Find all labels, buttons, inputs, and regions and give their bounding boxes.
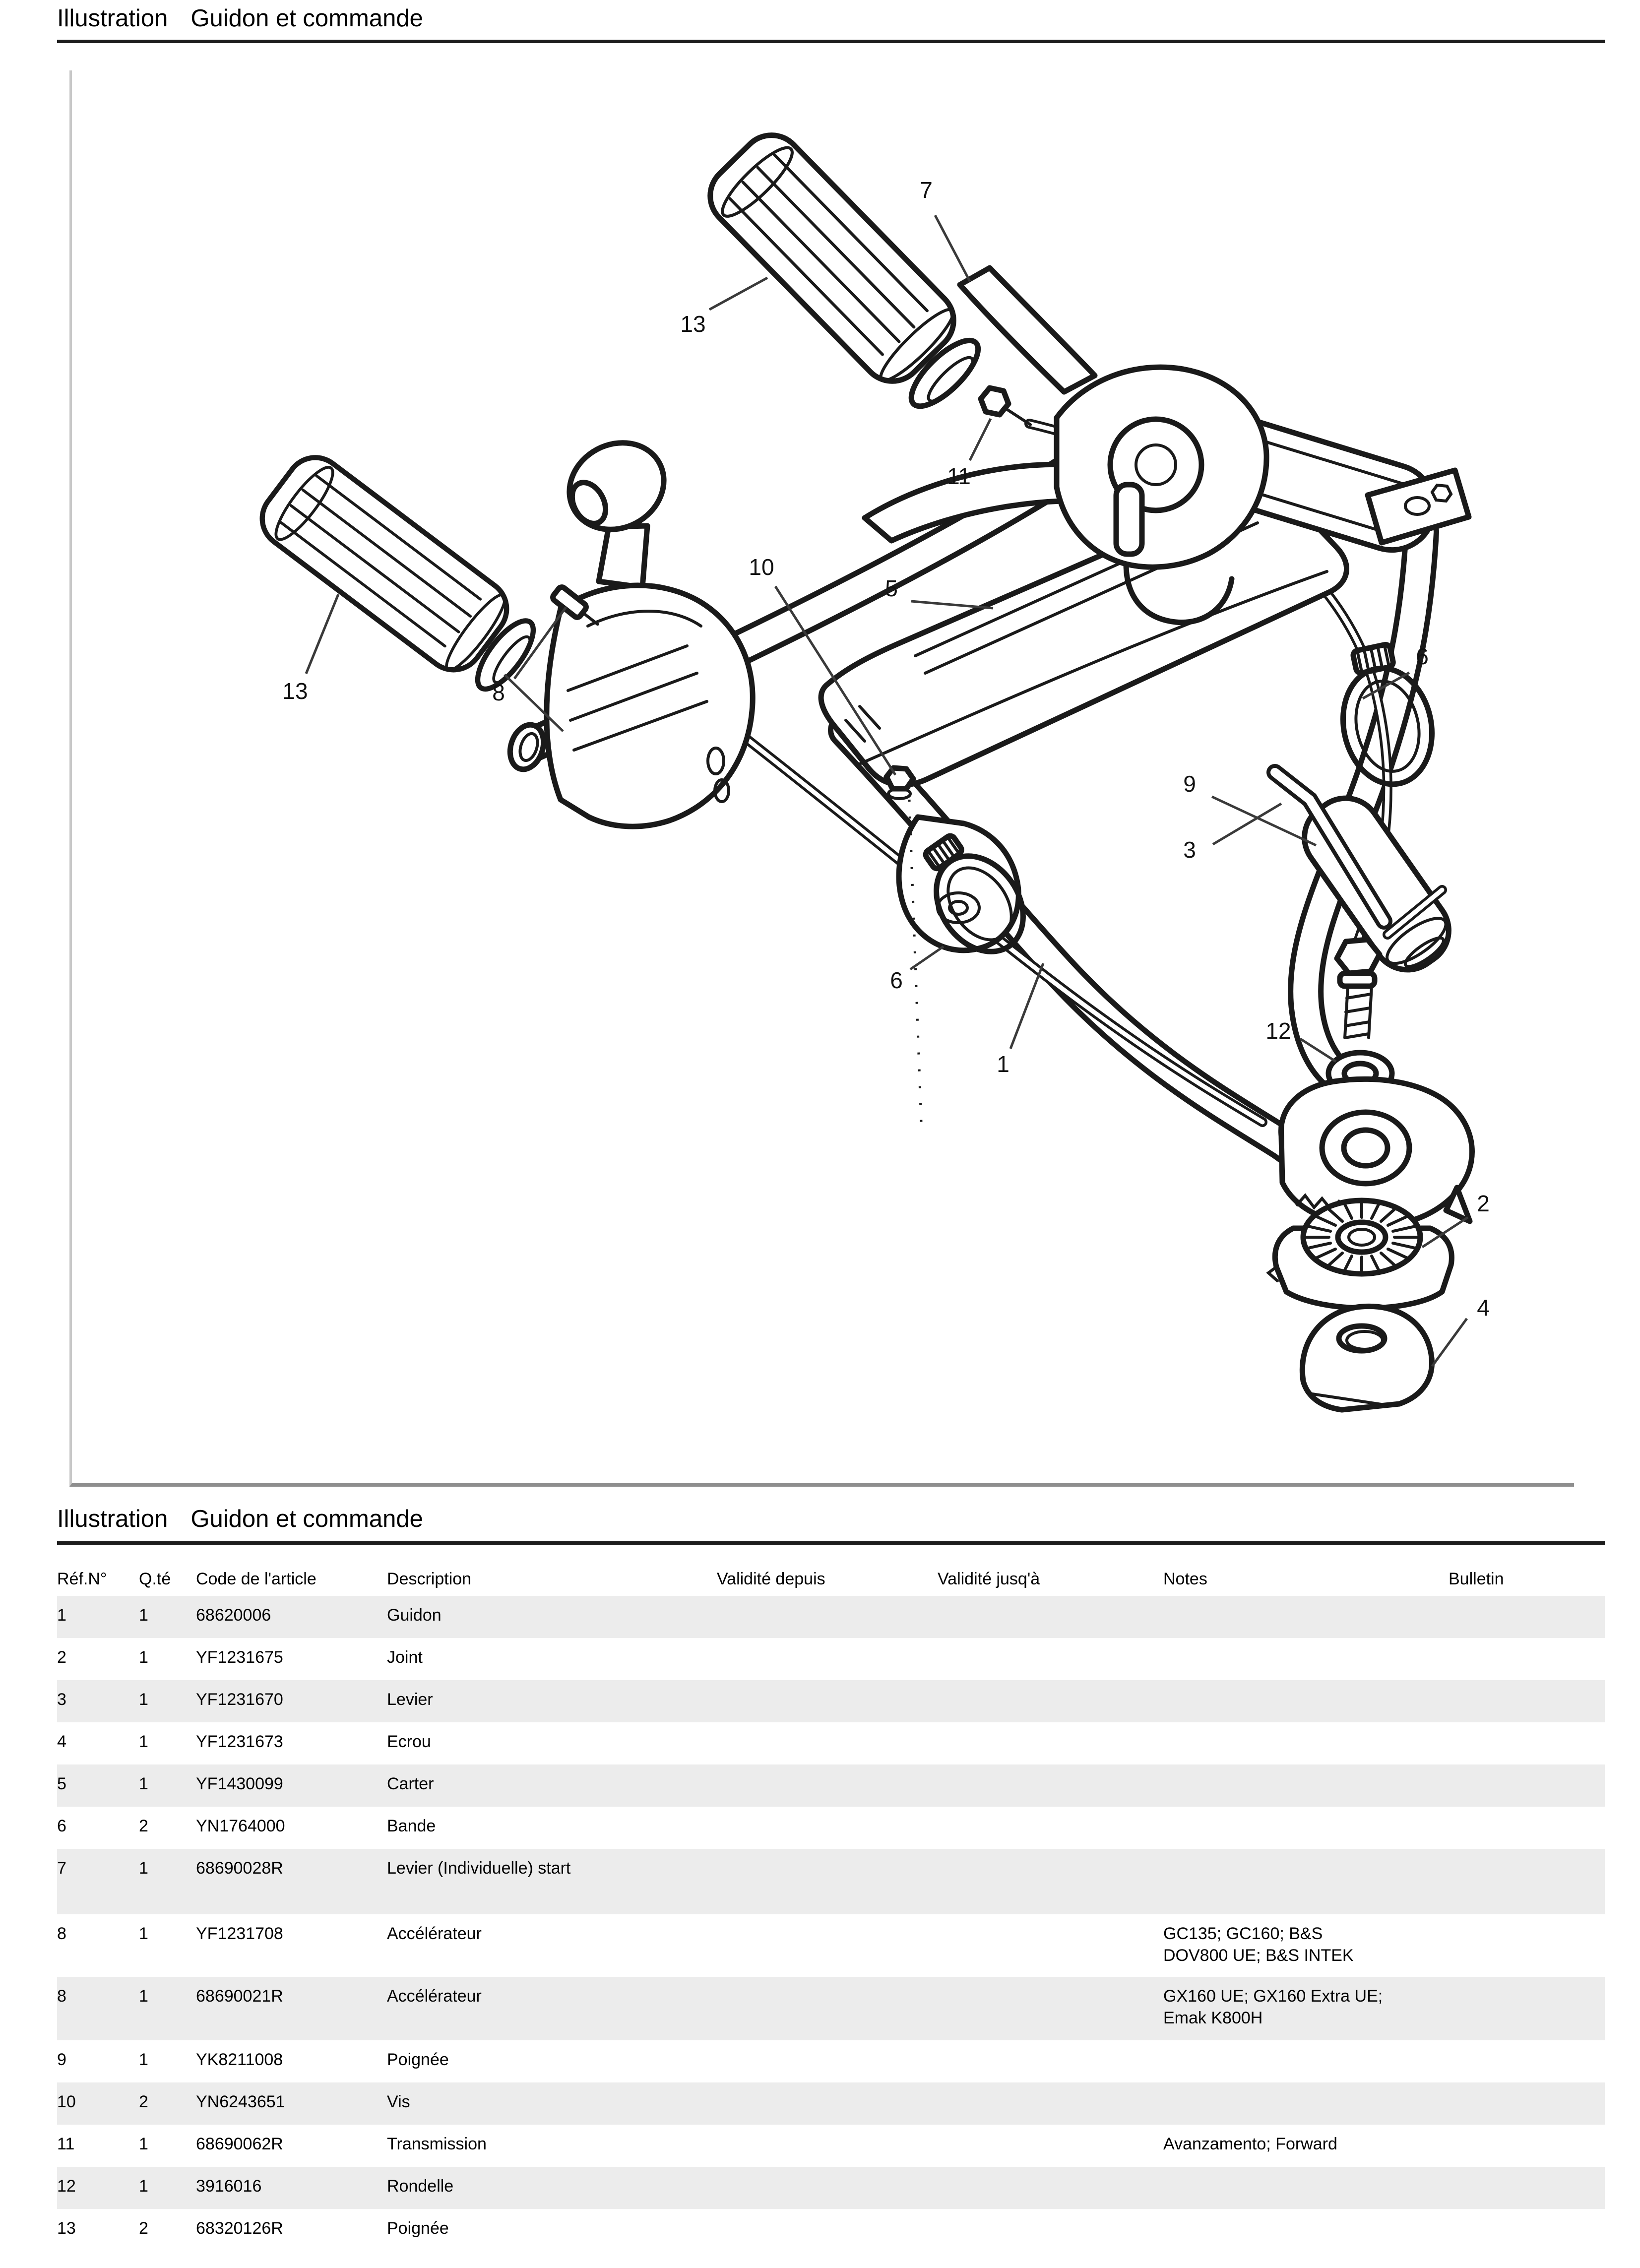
part-callout: 7 (920, 177, 933, 203)
cell-validity-from (717, 1680, 938, 1722)
cell-code: YN6243651 (196, 2092, 285, 2111)
cell-desc: Bande (387, 1817, 436, 1835)
cell-qty: 2 (139, 2219, 148, 2238)
part-callout: 11 (947, 463, 971, 490)
cell-desc: Vis (387, 2092, 410, 2111)
cell-notes (1163, 1807, 1449, 1849)
parts-table-body (57, 1596, 1605, 2251)
callout-leader (935, 215, 970, 281)
cell-bulletin (1449, 1680, 1605, 1722)
callout-leader (911, 601, 993, 608)
part-callout: 3 (1183, 837, 1196, 863)
cell-qty: 1 (139, 1924, 148, 1943)
cell-qty: 1 (139, 1774, 148, 1793)
illustration-panel (69, 70, 1574, 1487)
table-row (57, 2125, 1605, 2167)
part-callout: 2 (1477, 1191, 1490, 1217)
cell-notes (1163, 1849, 1449, 1914)
cell-validity-to (938, 1680, 1163, 1722)
cell-desc: Levier (387, 1690, 433, 1709)
callout-leader (306, 594, 338, 674)
part-callout: 8 (492, 680, 505, 706)
table-title-rule (57, 1541, 1605, 1545)
cell-bulletin (1449, 1977, 1605, 2040)
cell-code: YF1231673 (196, 1732, 283, 1751)
cell-code: 68690062R (196, 2135, 283, 2153)
part-callout: 13 (680, 311, 706, 337)
col-bulletin: Bulletin (1449, 1570, 1504, 1588)
cell-desc: Ecrou (387, 1732, 431, 1751)
cell-qty: 1 (139, 1732, 148, 1751)
cell-ref: 4 (57, 1732, 66, 1751)
cell-ref: 8 (57, 1924, 66, 1943)
cell-validity-to (938, 1638, 1163, 1680)
callout-leader (1212, 797, 1316, 845)
col-code: Code de l'article (196, 1570, 316, 1588)
part-callout: 6 (890, 967, 903, 994)
cell-validity-from (717, 2040, 938, 2082)
cell-desc: Levier (Individuelle) start (387, 1859, 571, 1878)
cell-code: YN1764000 (196, 1817, 285, 1835)
cell-notes (1163, 1680, 1449, 1722)
cell-qty: 1 (139, 2050, 148, 2069)
part-callout: 6 (1416, 643, 1429, 670)
cell-validity-to (938, 2167, 1163, 2209)
cell-bulletin (1449, 1596, 1605, 1638)
cell-validity-from (717, 2209, 938, 2251)
cell-desc: Poignée (387, 2050, 449, 2069)
part-callout: 13 (282, 678, 308, 704)
cell-bulletin (1449, 2125, 1605, 2167)
cell-qty: 2 (139, 2092, 148, 2111)
cell-validity-from (717, 1764, 938, 1807)
part-callout: 10 (749, 554, 774, 580)
cell-bulletin (1449, 1638, 1605, 1680)
cell-bulletin (1449, 2082, 1605, 2125)
cell-notes (1163, 2167, 1449, 2209)
cell-validity-to (938, 1596, 1163, 1638)
cell-notes (1163, 1638, 1449, 1680)
nut-cap-4 (1302, 1306, 1432, 1410)
page-title-label: Illustration (57, 5, 168, 32)
part-callout: 12 (1265, 1018, 1291, 1044)
table-row (57, 1849, 1605, 1914)
table-title-label: Illustration (57, 1506, 168, 1532)
cell-desc: Transmission (387, 2135, 487, 2153)
cell-validity-to (938, 2082, 1163, 2125)
table-row (57, 2082, 1605, 2125)
cell-bulletin (1449, 1807, 1605, 1849)
cell-code: YF1231708 (196, 1924, 283, 1943)
cell-validity-to (938, 2040, 1163, 2082)
callout-leader (709, 278, 767, 310)
cell-desc: Poignée (387, 2219, 449, 2238)
cell-bulletin (1449, 1914, 1605, 1977)
cell-validity-from (717, 1638, 938, 1680)
cell-ref: 13 (57, 2219, 76, 2238)
part-callout: 1 (997, 1051, 1009, 1077)
cell-code: YF1231675 (196, 1648, 283, 1667)
cell-ref: 11 (57, 2135, 75, 2153)
part-callout: 4 (1477, 1295, 1490, 1321)
table-row (57, 2209, 1605, 2251)
cell-notes (1163, 1722, 1449, 1764)
cell-ref: 6 (57, 1817, 66, 1835)
cell-validity-from (717, 1807, 938, 1849)
parts-table (57, 1570, 1605, 2251)
cell-ref: 8 (57, 1987, 66, 2006)
grip-13-left (251, 446, 548, 704)
part-callout: 5 (885, 575, 898, 602)
cell-validity-from (717, 2167, 938, 2209)
cell-bulletin (1449, 2167, 1605, 2209)
cell-ref: 12 (57, 2177, 76, 2196)
cell-qty: 1 (139, 1987, 148, 2006)
part-callout: 9 (1183, 771, 1196, 797)
cell-validity-to (938, 1849, 1163, 1914)
page-title (57, 4, 1605, 33)
cell-notes (1163, 1596, 1449, 1638)
cell-validity-from (717, 1914, 938, 1977)
exploded-diagram (72, 70, 1574, 1483)
cell-qty: 1 (139, 1859, 148, 1878)
table-row (57, 1722, 1605, 1764)
callout-leader (970, 419, 991, 460)
col-qty: Q.té (139, 1570, 171, 1588)
cell-bulletin (1449, 2040, 1605, 2082)
table-row (57, 1764, 1605, 1807)
cell-validity-from (717, 1977, 938, 2040)
table-row (57, 1596, 1605, 1638)
table-row (57, 1680, 1605, 1722)
cell-code: YF1430099 (196, 1774, 283, 1793)
cell-validity-from (717, 1849, 938, 1914)
throttle-lever-8 (547, 427, 753, 826)
table-row (57, 1807, 1605, 1849)
cell-code: 68620006 (196, 1606, 271, 1625)
table-row (57, 1638, 1605, 1680)
cell-desc: Joint (387, 1648, 423, 1667)
cell-validity-to (938, 1764, 1163, 1807)
title-rule (57, 40, 1605, 43)
col-ref: Réf.N° (57, 1570, 107, 1588)
cell-validity-to (938, 2125, 1163, 2167)
cell-ref: 5 (57, 1774, 66, 1793)
callout-leader (1432, 1319, 1467, 1366)
table-header-row (57, 1570, 1605, 1596)
catalog-page (0, 4, 1640, 2251)
cell-validity-from (717, 2125, 938, 2167)
callout-leader (1010, 963, 1043, 1049)
grip-13-top (697, 123, 994, 422)
cell-qty: 1 (139, 1690, 148, 1709)
cell-bulletin (1449, 2209, 1605, 2251)
cell-notes (1163, 2040, 1449, 2082)
table-title-subject: Guidon et commande (190, 1506, 423, 1532)
table-row (57, 1977, 1605, 2040)
col-valid-from: Validité depuis (717, 1570, 825, 1588)
cell-notes (1163, 2209, 1449, 2251)
cell-code: 3916016 (196, 2177, 262, 2196)
cell-validity-from (717, 1722, 938, 1764)
cell-desc: Guidon (387, 1606, 442, 1625)
cell-notes: GX160 UE; GX160 Extra UE; Emak K800H (1163, 1987, 1383, 2027)
table-row (57, 2167, 1605, 2209)
cell-notes: Avanzamento; Forward (1163, 2135, 1337, 2153)
cell-ref: 2 (57, 1648, 66, 1667)
cell-qty: 1 (139, 1606, 148, 1625)
cell-qty: 1 (139, 1648, 148, 1667)
cell-validity-from (717, 2082, 938, 2125)
cell-qty: 1 (139, 2177, 148, 2196)
cell-qty: 2 (139, 1817, 148, 1835)
cell-qty: 1 (139, 2135, 148, 2153)
cell-desc: Carter (387, 1774, 434, 1793)
cell-bulletin (1449, 1722, 1605, 1764)
table-row (57, 1914, 1605, 1977)
cell-desc: Accélérateur (387, 1987, 482, 2006)
cell-bulletin (1449, 1849, 1605, 1914)
cell-code: YF1231670 (196, 1690, 283, 1709)
page-title-subject: Guidon et commande (190, 5, 423, 32)
cell-code: 68320126R (196, 2219, 283, 2238)
cell-ref: 10 (57, 2092, 76, 2111)
callout-leader (910, 946, 944, 969)
cell-code: 68690028R (196, 1859, 283, 1878)
col-description: Description (387, 1570, 472, 1588)
cable-end-11 (981, 388, 1030, 425)
cell-ref: 7 (57, 1859, 66, 1878)
cell-validity-to (938, 1914, 1163, 1977)
cell-code: 68690021R (196, 1987, 283, 2006)
cell-notes (1163, 2082, 1449, 2125)
cell-desc: Rondelle (387, 2177, 454, 2196)
cell-ref: 3 (57, 1690, 66, 1709)
cell-notes: GC135; GC160; B&S DOV800 UE; B&S INTEK (1163, 1924, 1354, 1965)
cell-ref: 1 (57, 1606, 66, 1625)
cell-validity-to (938, 1977, 1163, 2040)
cell-validity-to (938, 1807, 1163, 1849)
col-valid-to: Validité jusq'à (938, 1570, 1040, 1588)
table-row (57, 2040, 1605, 2082)
cell-validity-to (938, 2209, 1163, 2251)
col-notes: Notes (1163, 1570, 1207, 1588)
cell-bulletin (1449, 1764, 1605, 1807)
cell-desc: Accélérateur (387, 1924, 482, 1943)
cell-notes (1163, 1764, 1449, 1807)
cell-code: YK8211008 (196, 2050, 283, 2069)
cell-validity-from (717, 1596, 938, 1638)
table-title (57, 1505, 1605, 1533)
cell-validity-to (938, 1722, 1163, 1764)
cell-ref: 9 (57, 2050, 66, 2069)
